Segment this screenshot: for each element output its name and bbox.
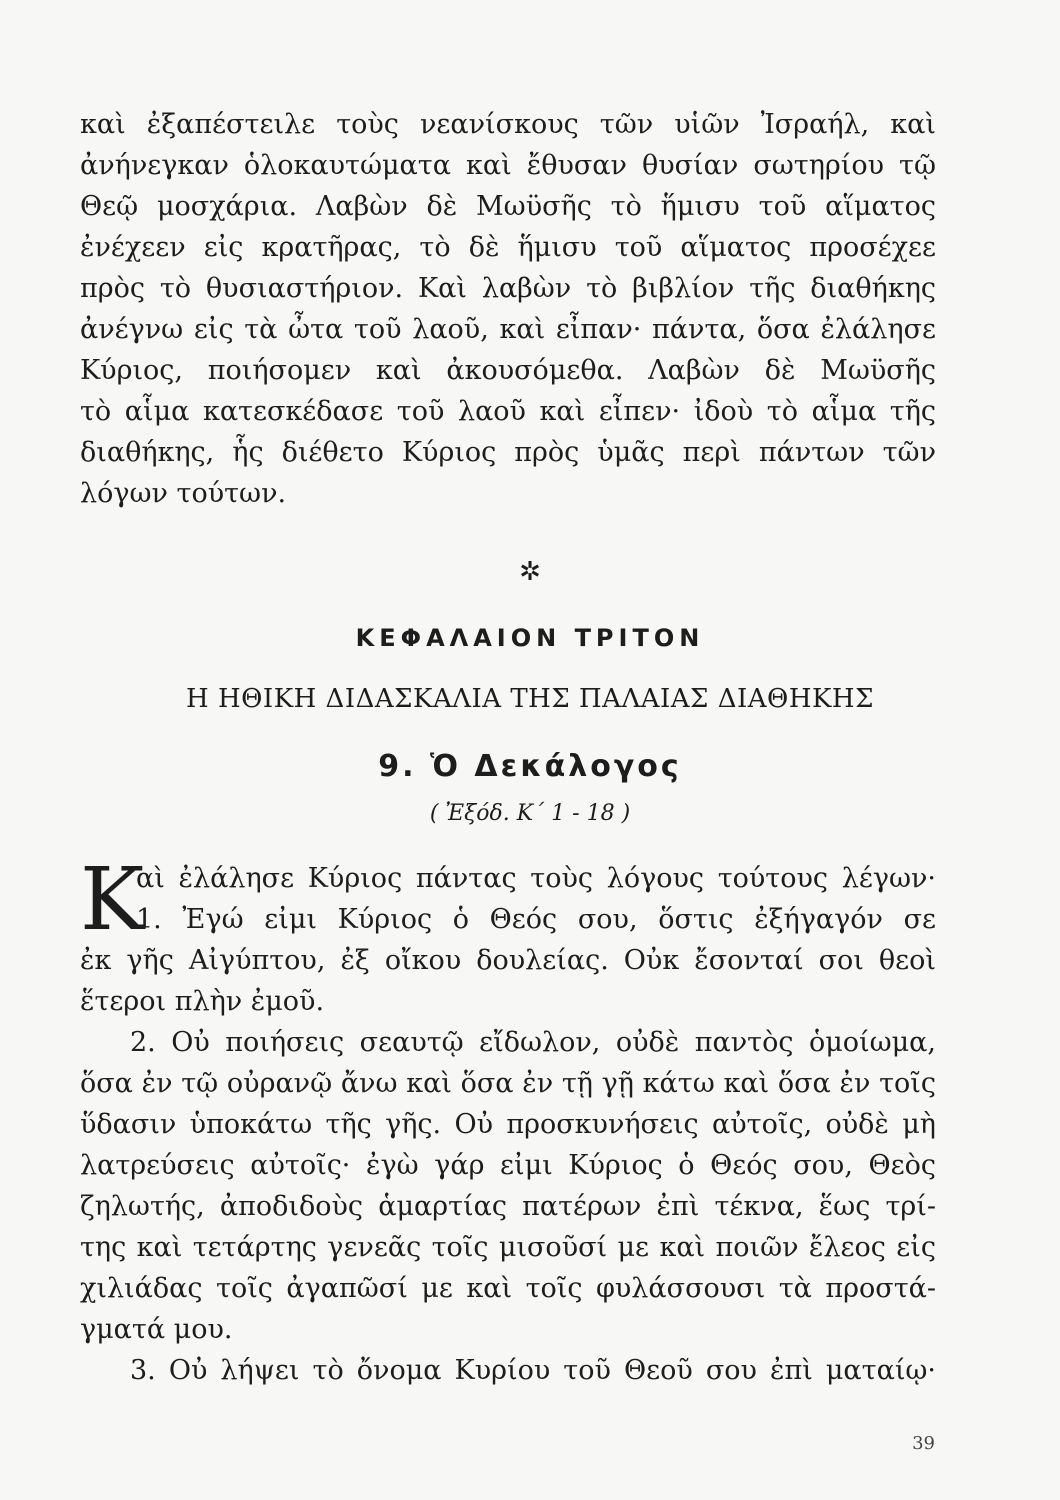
text-line: καὶ ἐξαπέστειλε τοὺς νεανίσκους τῶν υἱῶν Ἰσραήλ, καὶ <box>80 109 936 140</box>
text-line: 2. Οὐ ποιήσεις σεαυτῷ εἴδωλον, οὐδὲ παντὸς ὁμοίωμα, <box>130 1027 936 1058</box>
text-line: ἀνέγνω εἰς τὰ ὦτα τοῦ λαοῦ, καὶ εἶπαν· πάντα, ὅσα ἐλάλησε <box>80 314 936 345</box>
text-line: πρὸς τὸ θυσιαστήριον. Καὶ λαβὼν τὸ βιβλίον τῆς διαθήκης <box>80 273 936 304</box>
text-line: ἐνέχεεν εἰς κρατῆρας, τὸ δὲ ἥμισυ τοῦ αἵματος προσέχεε <box>80 232 936 263</box>
text-line: ζηλωτής, ἀποδιδοὺς ἁμαρτίας πατέρων ἐπὶ τέκνα, ἕως τρί- <box>80 1191 936 1222</box>
section-heading: Η ΗΘΙΚΗ ΔΙΔΑΣΚΑΛΙΑ ΤΗΣ ΠΑΛΑΙΑΣ ΔΙΑΘΗΚΗΣ <box>186 684 874 714</box>
text-line: ἐκ γῆς Αἰγύπτου, ἐξ οἴκου δουλείας. Οὐκ ἔσονταί σοι θεοὶ <box>80 945 936 976</box>
text-line: ὅσα ἐν τῷ οὐρανῷ ἄνω καὶ ὅσα ἐν τῇ γῇ κάτω καὶ ὅσα ἐν τοῖς <box>80 1068 936 1099</box>
page-number: 39 <box>912 1433 935 1454</box>
text-line: Θεῷ μοσχάρια. Λαβὼν δὲ Μωϋσῆς τὸ ἥμισυ τοῦ αἵματος <box>80 191 936 222</box>
commandments-text <box>80 850 936 1391</box>
text-line: Κύριος, ποιήσομεν καὶ ἀκουσόμεθα. Λαβὼν δὲ Μωϋσῆς <box>80 355 936 386</box>
lesson-title: 9. Ὁ Δεκάλογος <box>378 749 682 784</box>
text-line: ὕδασιν ὑποκάτω τῆς γῆς. Οὐ προσκυνήσεις αὐτοῖς, οὐδὲ μὴ <box>80 1109 936 1140</box>
text-line: της καὶ τετάρτης γενεᾶς τοῖς μισοῦσί με καὶ ποιῶν ἔλεος εἰς <box>80 1232 936 1263</box>
intro-paragraph <box>80 104 936 514</box>
text-line: 1. Ἐγώ εἰμι Κύριος ὁ Θεός σου, ὅστις ἐξήγαγόν σε <box>136 904 936 935</box>
text-line: τὸ αἷμα κατεσκέδασε τοῦ λαοῦ καὶ εἶπεν· ἰδοὺ τὸ αἷμα τῆς <box>80 396 936 427</box>
text-line: λατρεύσεις αὐτοῖς· ἐγὼ γάρ εἰμι Κύριος ὁ Θεός σου, Θεὸς <box>80 1150 936 1181</box>
text-line: αὶ ἐλάλησε Κύριος πάντας τοὺς λόγους τούτους λέγων· <box>136 863 936 894</box>
text-line: χιλιάδας τοῖς ἀγαπῶσί με καὶ τοῖς φυλάσσουσι τὰ προστά- <box>80 1273 936 1304</box>
scripture-reference: ( Ἐξόδ. Κ΄ 1 - 18 ) <box>429 801 631 826</box>
text-line: διαθήκης, ἧς διέθετο Κύριος πρὸς ὑμᾶς περὶ πάντων τῶν <box>80 437 936 468</box>
text-line: γματά μου. <box>80 1314 233 1345</box>
text-line: ἀνήνεγκαν ὁλοκαυτώματα καὶ ἔθυσαν θυσίαν σωτηρίου τῷ <box>80 150 936 181</box>
ornament-icon: ✲ <box>519 557 541 587</box>
text-line: 3. Οὐ λήψει τὸ ὄνομα Κυρίου τοῦ Θεοῦ σου ἐπὶ ματαίῳ· <box>130 1355 936 1386</box>
chapter-heading: ΚΕΦΑΛΑΙΟΝ ΤΡΙΤΟΝ <box>355 624 705 652</box>
drop-cap: Κ <box>80 850 145 950</box>
text-line: ἕτεροι πλὴν ἐμοῦ. <box>80 986 325 1017</box>
text-line: λόγων τούτων. <box>80 478 287 509</box>
